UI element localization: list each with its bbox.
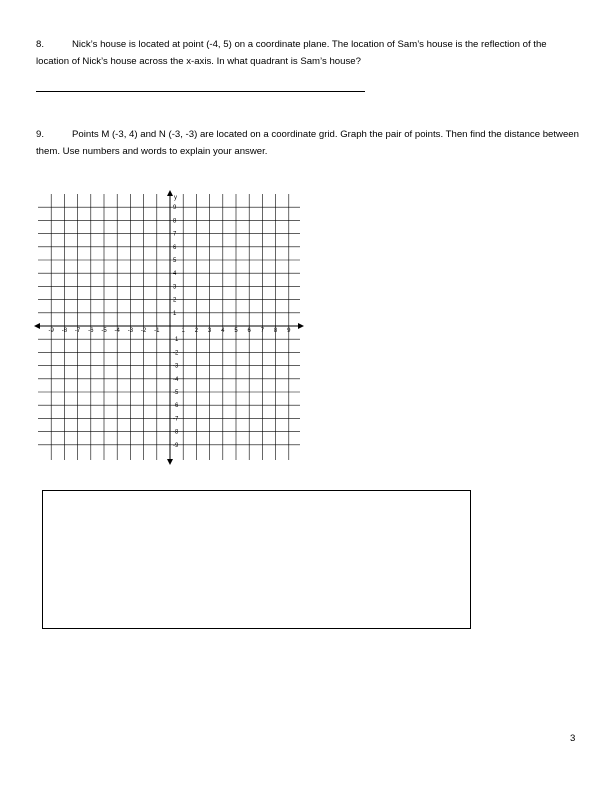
y-tick-label: 7 bbox=[173, 231, 177, 238]
x-tick-label: 6 bbox=[247, 328, 251, 334]
x-tick-label: 4 bbox=[221, 328, 225, 334]
y-axis-arrow-up-icon bbox=[167, 190, 173, 196]
x-tick-label: 7 bbox=[260, 328, 265, 334]
y-tick-label: -6 bbox=[173, 403, 179, 410]
y-tick-label: -1 bbox=[173, 337, 179, 344]
y-tick-label: 1 bbox=[173, 310, 177, 317]
question-9-number: 9. bbox=[36, 129, 45, 140]
x-tick-label: 9 bbox=[287, 328, 291, 334]
question-9 bbox=[36, 126, 581, 160]
page-number: 3 bbox=[570, 733, 576, 744]
y-tick-label: 4 bbox=[173, 271, 177, 278]
x-tick-label: -8 bbox=[61, 328, 68, 334]
y-tick-label: -5 bbox=[173, 390, 179, 396]
x-axis-arrow-left-icon bbox=[34, 323, 40, 329]
question-8-answer-line[interactable] bbox=[36, 91, 365, 92]
y-tick-labels bbox=[173, 205, 179, 449]
x-tick-label: -1 bbox=[154, 328, 160, 334]
y-tick-label: 2 bbox=[173, 297, 177, 304]
x-tick-label: -7 bbox=[74, 328, 81, 334]
y-tick-label: -2 bbox=[173, 350, 179, 357]
y-tick-label: 9 bbox=[173, 205, 177, 212]
y-tick-label: -7 bbox=[173, 416, 179, 423]
coordinate-grid[interactable] bbox=[34, 190, 304, 465]
y-tick-label: -8 bbox=[173, 429, 179, 436]
question-8-text: Nick’s house is located at point (-4, 5) on a coordinate plane. The location of Sam’s house is the reflection of the location of Nick’s house across the x-axis. In what quadrant is Sam’s house? bbox=[36, 39, 547, 67]
y-tick-label: -4 bbox=[173, 376, 179, 383]
question-9-answer-box[interactable] bbox=[42, 490, 471, 629]
y-tick-label: -9 bbox=[173, 442, 179, 449]
question-9-text: Points M (-3, 4) and N (-3, -3) are located on a coordinate grid. Graph the pair of points. Then find the distance between them. Use numbers and words to explain your answer. bbox=[36, 129, 579, 157]
question-8 bbox=[36, 36, 581, 70]
y-tick-label: 8 bbox=[173, 218, 177, 225]
x-tick-label: -5 bbox=[101, 328, 107, 334]
x-tick-label: -3 bbox=[127, 328, 134, 334]
x-axis-arrow-right-icon bbox=[298, 323, 304, 329]
y-tick-label: -3 bbox=[173, 363, 179, 370]
y-tick-label: 6 bbox=[173, 244, 177, 251]
y-axis-label: y bbox=[174, 195, 177, 201]
x-tick-label: -4 bbox=[114, 328, 120, 334]
y-tick-label: 5 bbox=[173, 258, 177, 264]
x-tick-label: -6 bbox=[88, 328, 94, 334]
question-8-number: 8. bbox=[36, 39, 45, 50]
y-axis-arrow-down-icon bbox=[167, 459, 173, 465]
x-tick-label: 2 bbox=[194, 328, 199, 334]
x-tick-label: 5 bbox=[234, 328, 238, 334]
x-tick-label: -9 bbox=[48, 328, 54, 334]
x-tick-label: 8 bbox=[273, 328, 278, 334]
x-tick-label: 1 bbox=[181, 328, 185, 334]
grid-lines bbox=[38, 194, 300, 460]
x-tick-label: 3 bbox=[207, 328, 212, 334]
x-tick-label: -2 bbox=[140, 328, 147, 334]
y-tick-label: 3 bbox=[173, 284, 177, 291]
